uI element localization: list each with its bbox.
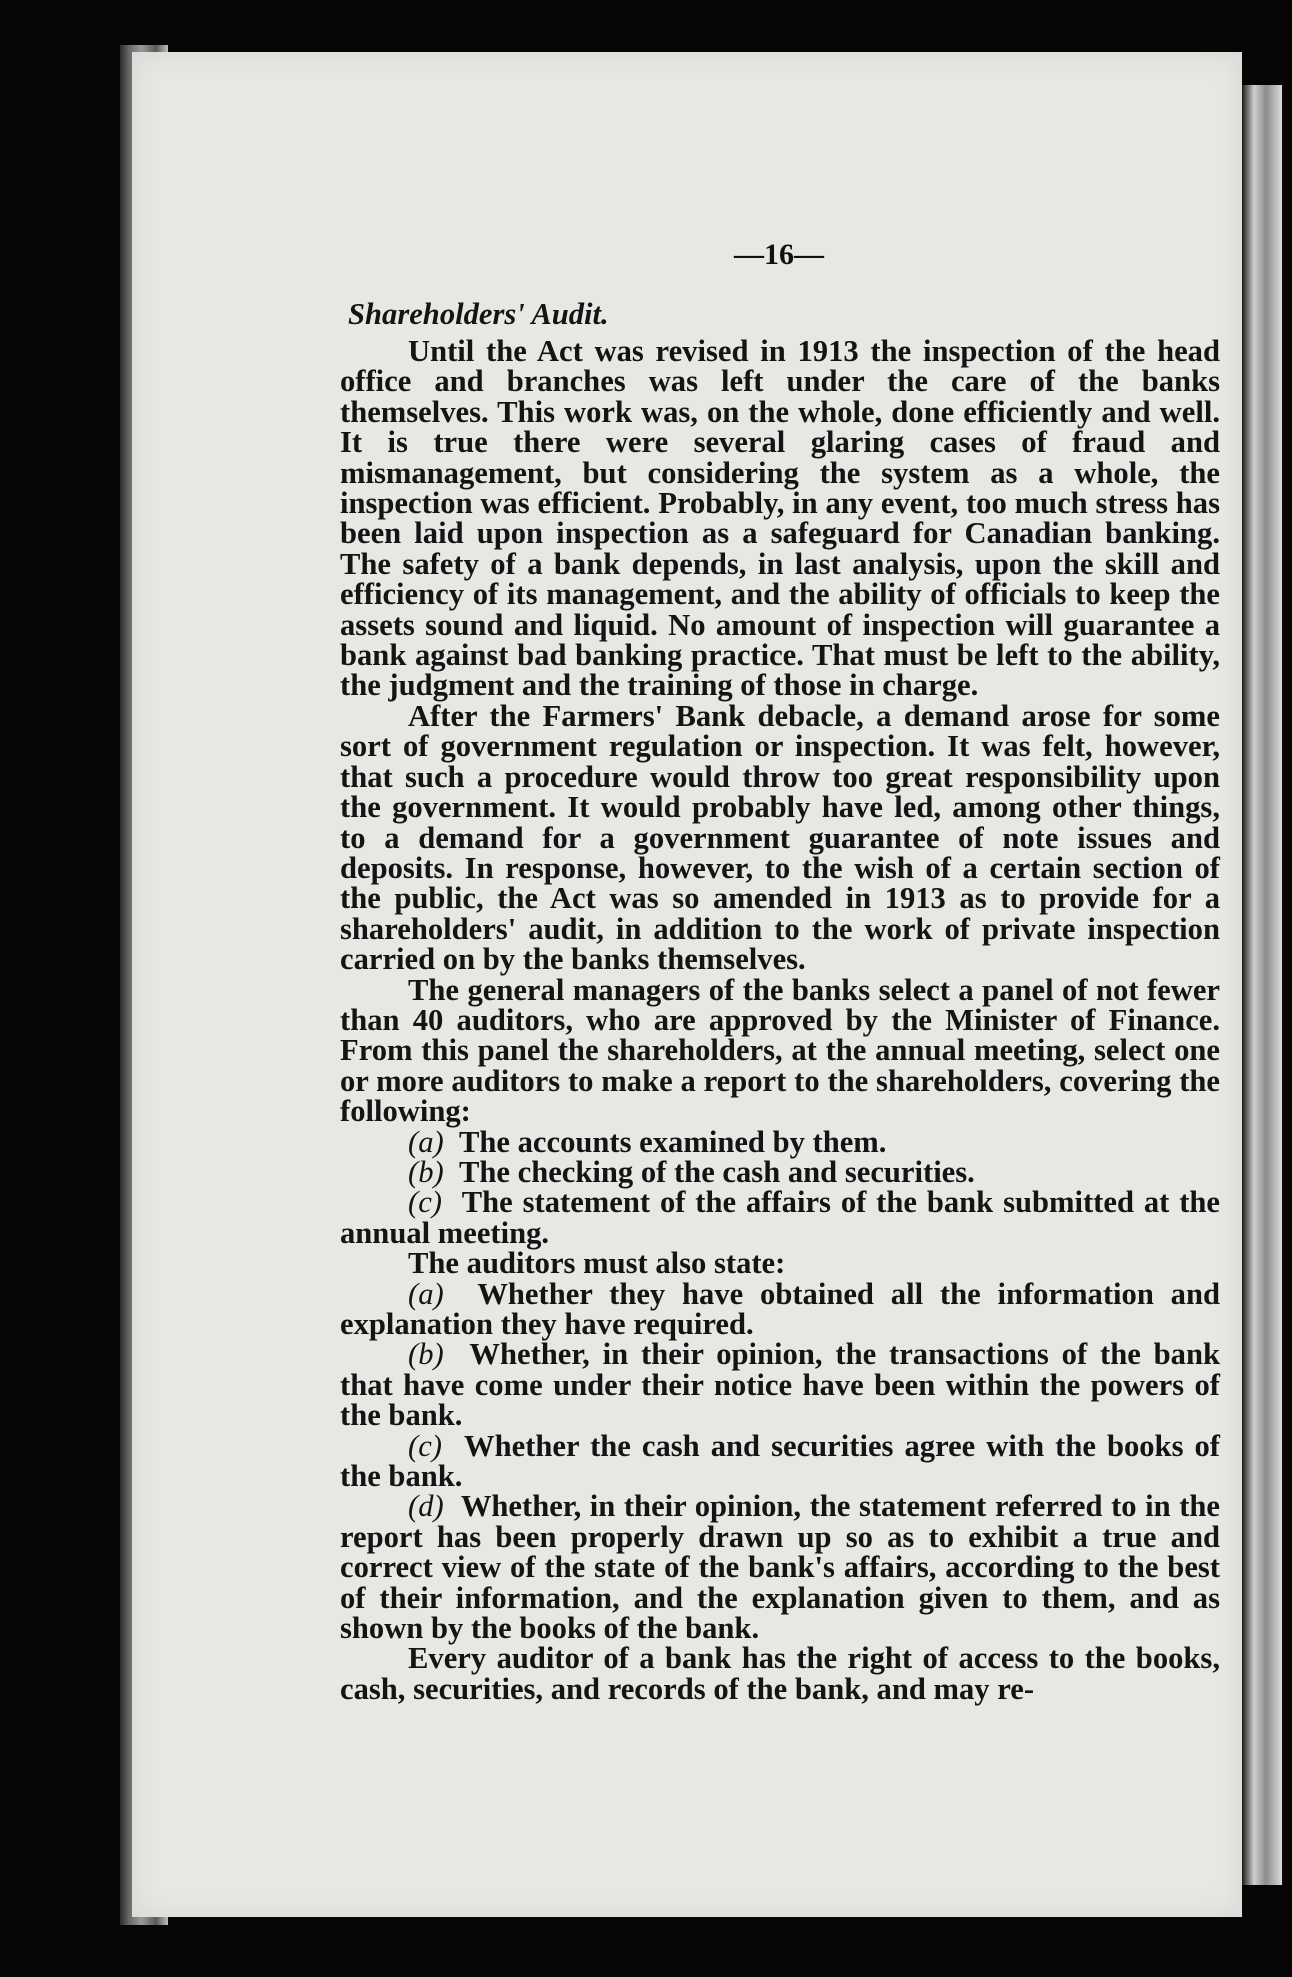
- page-number: —16—: [734, 238, 824, 271]
- state-item-text: Whether, in their opinion, the transactions of the bank that have come under their notice have been within the powers of the bank.: [340, 1337, 1220, 1433]
- report-item-text: The checking of the cash and securities.: [458, 1154, 975, 1189]
- report-item-text: The accounts examined by them.: [458, 1124, 887, 1159]
- state-item: [340, 1428, 1220, 1494]
- report-item: [340, 1187, 1220, 1248]
- section-heading: Shareholders' Audit.: [348, 297, 609, 331]
- report-item-text: The statement of the affairs of the bank submitted at the annual meeting.: [340, 1185, 1220, 1250]
- state-item-text: Whether the cash and securities agree with the books of the bank.: [340, 1428, 1220, 1494]
- paragraph-auditor-panel: The general managers of the banks select a panel of not fewer than 40 auditors, who are approved by the Minister of Finance. From this panel the shareholders, at the annual meeting, select one or more auditors to make a report to the shareholders, covering the following:: [340, 972, 1220, 1129]
- paragraph-inspection: Until the Act was revised in 1913 the inspection of the head office and branches was left under the care of the banks themselves. This work was, on the whole, done efficiently and well. It is true there were several glaring cases of fraud and mismanagement, but considering the system as a whole, the inspection was efficient. Probably, in any event, too much stress has been laid upon inspection as a safeguard for Canadian banking. The safety of a bank depends, in last analysis, upon the skill and efficiency of its management, and the ability of officials to keep the assets sound and liquid. No amount of inspection will guarantee a bank against bad banking practice. That must be left to the ability, the judgment and the training of those in charge.: [340, 334, 1220, 703]
- report-item-label: (b): [408, 1154, 444, 1189]
- state-item: [340, 1489, 1221, 1646]
- state-item-label: (c): [408, 1428, 442, 1463]
- report-item-label: (a): [408, 1124, 444, 1159]
- state-item-text: Whether they have obtained all the information and explanation they have required.: [340, 1276, 1220, 1341]
- paragraph-farmers-bank: After the Farmers' Bank debacle, a demand arose for some sort of government regulation or inspection. It was felt, however, that such a procedure would throw too great responsibility upon the government. It would probably have led, among other things, to a demand for a government guarantee of note issues and deposits. In response, however, to the wish of a certain section of the public, the Act was so amended in 1913 as to provide for a shareholders' audit, in addition to the work of private inspection carried on by the banks themselves.: [340, 698, 1220, 977]
- state-item-label: (b): [408, 1337, 444, 1372]
- report-item: [340, 1124, 1220, 1159]
- report-item-label: (c): [408, 1185, 442, 1220]
- state-intro: The auditors must also state:: [408, 1246, 786, 1281]
- report-item: [340, 1154, 1220, 1189]
- body-text: [340, 292, 1220, 1704]
- state-item: [340, 1337, 1220, 1433]
- state-item-label: (a): [408, 1276, 444, 1311]
- page-edge: [1242, 85, 1282, 1885]
- closing-paragraph: Every auditor of a bank has the right of access to the books, cash, securities, and records of the bank, and may re-: [340, 1641, 1220, 1706]
- state-item-text: Whether, in their opinion, the statement referred to in the report has been properly drawn up so as to exhibit a true and correct view of the state of the bank's affairs, according to the best of their information, and the explanation given to them, and as shown by the books of the bank.: [340, 1489, 1221, 1646]
- state-item: [340, 1276, 1220, 1341]
- state-item-label: (d): [408, 1489, 444, 1524]
